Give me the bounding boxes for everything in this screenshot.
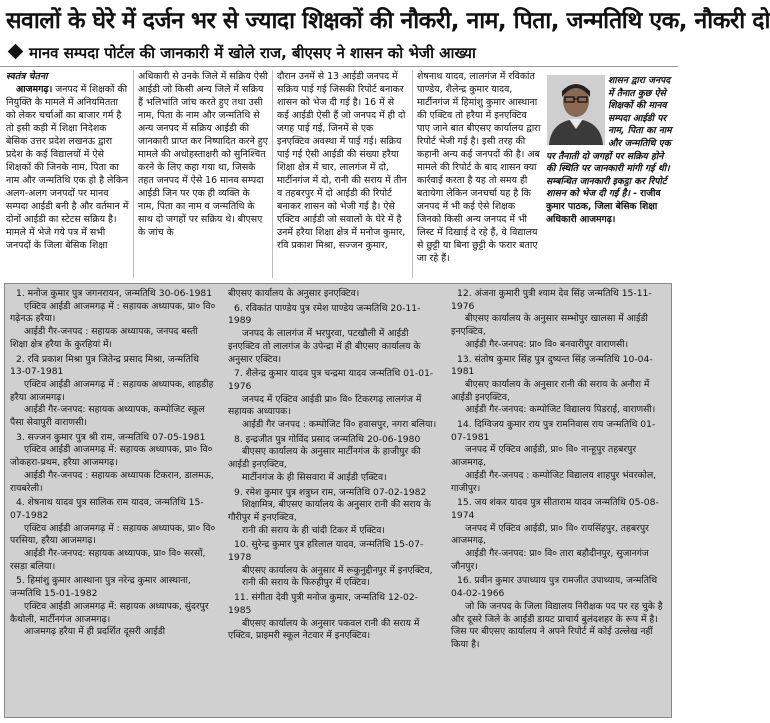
- case-entry-line: एक्टिव आईडी आजमगढ़ में: सहायक अध्यापक, प्रा० वि० जोकहरा-प्रथम, हरैया आजमगढ़।: [10, 444, 213, 469]
- case-entry: [228, 539, 438, 590]
- case-entry-title: 6. रविकांत पाण्डेय पुत्र रमेश पाण्डेय जन्मतिथि 20-11-1989: [228, 302, 421, 327]
- case-entry-line: जनपद के लालगंज में भरपुरवा, पटखौली में आईडी इनएक्टिव तो लालगंज के उपेन्द्रा में ही बीएसए कार्यालय के अनुसार एक्टिव।: [228, 328, 421, 365]
- article-text: [6, 83, 129, 252]
- headline: सवालों के घेरे में दर्जन भर से ज्यादा शिक्षकों की नौकरी, नाम, पिता, जन्मतिथि एक, नौकरी दो: [6, 8, 770, 34]
- case-entry-line: मार्टीनगंज के ही सिसवारा में आईडी एक्टिव।: [242, 471, 387, 483]
- case-entry: [451, 419, 667, 495]
- case-entry-line: जनपद में एक्टिव आईडी, प्रा० वि० रायसिंहपुर, तहबरपुर आजमगढ़,: [451, 522, 649, 547]
- article-column-1: [6, 70, 129, 278]
- case-entry-line: आईडी गैर-जनपद: प्रा० वि० तारा बहौदीनपुर, सुजानगंज जौनपुर।: [451, 548, 649, 572]
- subheadline-text: मानव सम्पदा पोर्टल की जानकारी में खोले राज, बीएसए ने शासन को भेजी आख्या: [29, 44, 476, 62]
- case-entry-line: आईडी गैर-जनपद: सहायक अध्यापक, प्रा० वि० सरसों, रसड़ा बलिया।: [10, 548, 206, 572]
- case-entry-title: 7. शैलेन्द्र कुमार यादव पुत्र चन्द्रमा यादव जन्मतिथि 01-01-1976: [228, 368, 434, 392]
- case-entry-title: 16. प्रवीन कुमार उपाध्याय पुत्र रामजीत उपाध्याय, जन्मतिथि 04-02-1966: [451, 575, 658, 600]
- case-entry: [228, 368, 438, 432]
- column-divider: [412, 70, 413, 278]
- article-column-4: [417, 70, 541, 278]
- case-entry-line: आईडी गैर-जनपद: सहायक अध्यापक, कम्पोजिट स्कूल पैसा सेवापुरी वाराणसी।: [10, 404, 205, 429]
- case-entry-line: आईडी गैर जनपद : कम्पोजिट वि० हवासपुर, नगरा बलिया।: [242, 419, 437, 431]
- case-entry-line: बीएसए कार्यालय के अनुसार में रूकुनुद्दीनपुर में इनएक्टिव,: [242, 564, 433, 576]
- article-column-3: [277, 70, 408, 278]
- article-col1-text: जनपद में शिक्षकों की नियुक्ति के मामले में अनियमितता को लेकर चर्चाओं का बाजार गर्म है तो इसी कड़ी में शिक्षा निदेशक बेसिक उत्तर प्रदेश लखनऊ द्वारा प्रदेश के कई विद्यालयों में ऐसे शिक्षकों की जिनके नाम, पिता का नाम और जन्मतिथि एक हो है लेकिन अलग-अलग जनपदों पर मानव सम्पदा आईडी बनी है और वर्तमान में दोनों आईडी का स्टेटस सक्रिय है। मामले में भेजे गये पत्र में सभी जनपदों के जिला बेसिक शिक्षा: [6, 84, 129, 251]
- article-col4-text: शेषनाथ यादव, लालगंज में रविकांत पाण्डेय, शैलेन्द्र कुमार यादव, मार्टीनगंज में हिमांशु कुमार आस्थाना की एक्टिव तो हरैया में इनएक्टिव पाए जाने बात बीएसए कार्यालय द्वारा रिपोर्ट भेजी गई है। इसी तरह की कहानी अन्य कई जनपदों की है। अब मामले की रिपोर्ट के बाद शासन क्या कार्रवाई करता है यह तो समय ही बतायेगा लेकिन जनचर्चा यह है कि जनपद में भी कई ऐसे शिक्षक जिनको किसी अन्य जनपद में भी लिस्ट में दिखाई दे रहे हैं, वे विद्यालय से छुट्टी या बिना छुट्टी के फरार बताए जा रहे हैं।: [417, 71, 541, 264]
- case-entry-title: 1. मनोज कुमार पुत्र जगनरायन, जन्मतिथि 30-06-1981: [16, 288, 213, 299]
- case-entry-title: 10. सुरेन्द्र कुमार पुत्र हरिलाल यादव, जन्मतिथि 15-07-1978: [228, 539, 424, 564]
- case-list-column-1: [10, 288, 216, 714]
- case-entry-line: जनपद में एक्टिव आईडी प्रा० वि० टिकरगढ़ लालगंज में सहायक अध्यापक।: [228, 393, 422, 418]
- case-entry-line: एक्टिव आईडी आजमगढ़ में : सहायक अध्यापक, शाहडीह हरैया आजमगढ़।: [10, 378, 214, 403]
- case-entry-line: आईडी गैर-जनपद : सहायक अध्यापक, जनपद बस्ती शिक्षा क्षेत्र हरैया के कुरहियां में।: [10, 326, 198, 350]
- case-entry-line: एक्टिव आईडी आजमगढ़ में : सहायक अध्यापक, प्रा० वि० गढ़ेनऊ हरैया।: [10, 300, 216, 325]
- case-entry: [451, 288, 667, 352]
- case-entry-title: 14. दिग्विजय कुमार राय पुत्र रामनिवास राय जन्मतिथि 01-07-1981: [451, 419, 656, 443]
- case-entry-line: जनपद में एक्टिव आईडी, प्रा० वि० नान्हूपुर तहबरपुर आजमगढ़,: [451, 444, 637, 469]
- case-entry-title: 8. इन्द्रजीत पुत्र गोविंद प्रसाद जन्मतिथि 20-06-1980: [234, 433, 421, 445]
- column-divider: [133, 70, 134, 278]
- case-entry-line: रानी की सराय के फिरुहीपुर में एक्टिव।: [242, 577, 370, 589]
- case-entry-title: 5. हिमांशु कुमार आस्थाना पुत्र नरेन्द्र कुमार आस्थाना, जन्मतिथि 15-01-1982: [10, 575, 191, 600]
- subheadline: [6, 41, 674, 65]
- case-entry: [451, 575, 667, 651]
- column-divider: [272, 70, 273, 278]
- case-entry: [10, 354, 216, 430]
- case-entry: [228, 303, 438, 367]
- case-entry-title: 11. संगीता देवी पुत्री मनोज कुमार, जन्मतिथि 12-02-1985: [228, 592, 418, 616]
- diamond-bullet-icon: [8, 44, 24, 60]
- article-col2-text: अधिकारी से उनके जिले में सक्रिय ऐसी आईडी जो किसी अन्य जिले में सक्रिय हैं भलिभांति जांच करते हुए तथा उसी नाम, पिता के नाम और जन्मतिथि से अन्य जनपद में सक्रिय आईडी की जानकारी प्राप्त कर निष्पादित करने हुए मामले की अधोहस्ताक्षरी को सुनिश्चित करने के लिए कहा गया था, जिसके तहत जनपद में ऐसे 16 मानव सम्पदा आईडी जिन पर एक ही व्यक्ति के नाम, पिता का नाम व जन्मतिथि के साथ दो जगहों पर सक्रिय थे। बीएसए के जांच के: [138, 71, 268, 238]
- byline: [6, 70, 129, 83]
- article-col3-text: दौरान उनमें से 13 आईडी जनपद में सक्रिय पाई गई जिसकी रिपोर्ट बनाकर शासन को भेज दी गई है। 16 में से कई आईडी ऐसी हैं जो जनपद में ही दो जगह पाई गई, जिनमें से एक इनएक्टिव अवस्था में पाई गई। सक्रिय पाई गई ऐसी आईडी की संख्या हरैया शिक्षा क्षेत्र में चार, लालगंज में दो, मार्टीनगंज में दो, रानी की सराय में तीन व तहबरपुर में दो आईडी की रिपोर्ट बनाकर शासन को भेजी गई है। ऐसे एक्टिव आईडी जो सवालों के घेरे में है उनमें हरैया शिक्षा क्षेत्र में मनोज कुमार, रवि प्रकाश मिश्रा, सज्जन कुमार,: [277, 71, 407, 251]
- case-entry-line: आईडी गैर-जनपद: कम्पोजिट विद्यालय पिडराई, वाराणसी।: [465, 404, 656, 416]
- case-entry-line: बीएसए कार्यालय के अनुसार सम्भोपुर खालसा में आईडी इनएक्टिव,: [451, 313, 648, 338]
- case-entry-title: 2. रवि प्रकाश मिश्रा पुत्र जितेन्द्र प्रसाद मिश्रा, जन्मतिथि 13-07-1981: [10, 353, 199, 378]
- case-entry-line: बीएसए कार्यालय के अनुसार पकवल रानी की सराय में एक्टिव, प्राइमरी स्कूल नेटवार में इनएक्टिव।: [228, 617, 420, 642]
- case-entry: [451, 497, 667, 573]
- case-entry-continuation: बीएसए कार्यालय के अनुसार इनएक्टिव।: [228, 288, 360, 299]
- case-list-column-2: [228, 288, 438, 714]
- case-entry-line: आजमगढ़ हरैया में ही प्रदर्शित दूसरी आईडी: [24, 626, 166, 638]
- case-entry-line: बीएसए कार्यालय के अनुसार रानी की सराय के अनौरा में आईडी इनएक्टिव,: [451, 378, 650, 403]
- case-entry-line: जो कि जनपद के जिला विद्यालय निरीक्षक पद पर रह चुके है और दूसरे जिले के आईडी डायट प्राचार्य बुलंदशहर के रूप में है। जिस पर बीएसए कार्यालय ने अपने रिपोर्ट में कोई उल्लेख नहीं किया है।: [451, 600, 663, 650]
- quote-author: - राजीव कुमार पाठक, जिला बेसिक शिक्षा अधिकारी आजमगढ़।: [546, 188, 661, 225]
- case-entry: [10, 432, 216, 496]
- header-divider: [0, 66, 678, 67]
- article-column-2: [138, 70, 268, 278]
- case-entry: [10, 497, 216, 573]
- case-entry-title: 3. सज्जन कुमार पुत्र श्री राम, जन्मतिथि 07-05-1981: [16, 431, 206, 443]
- case-entry: [228, 487, 438, 538]
- case-entry: [451, 354, 667, 418]
- case-entry-line: रानी की सराय के ही चांदी टिकर में एक्टिव।: [242, 524, 385, 536]
- case-entry-line: एक्टिव आईडी आजमगढ़ में: सहायक अध्यापक, सुंदरपुर कैथोली, मार्टीनगंज आजमगढ़।: [10, 600, 209, 625]
- case-entry-title: 12. अंजना कुमारी पुत्री श्याम देव सिंह जन्मतिथि 15-11-1976: [451, 288, 652, 312]
- case-entry-line: शिक्षामित्र, बीएसए कार्यालय के अनुसार रानी की सराय के गौरीपुर में इनएक्टिव,: [228, 499, 431, 523]
- case-entry-line: आईडी गैर-जनपद : कम्पोजिट विद्यालय शाहपुर भंवरकोल, गाजीपुर।: [451, 469, 657, 494]
- case-entry-line: बीएसए कार्यालय के अनुसार मार्टीनगंज के हाजीपुर की आईडी इनएक्टिव,: [228, 446, 421, 471]
- case-entry-line: एक्टिव आईडी आजमगढ़ में : सहायक अध्यापक, प्रा० वि० परसिया, हरैया आजमगढ़।: [10, 522, 216, 547]
- case-entry: [228, 434, 438, 485]
- case-entry-title: 9. रमेश कुमार पुत्र शत्रुघ्न राम, जन्मतिथि 07-02-1982: [234, 486, 427, 498]
- reporter-name: स्वतंत्र चेतना: [6, 71, 48, 82]
- case-entry-title: 13. संतोष कुमार सिंह पुत्र दुष्यन्त सिंह जन्मतिथि 10-04-1981: [451, 353, 653, 378]
- case-entry: [10, 288, 216, 352]
- dateline-city: आजमगढ़।: [16, 84, 53, 95]
- case-entry: [10, 575, 216, 639]
- quote-text: शासन द्वारा जनपद में तैनात कुछ ऐसे शिक्षकों की मानव सम्पदा आईडी पर नाम, पिता का नाम और जन्मतिथि एक पर तैनाती दो जगहों पर सक्रिय होने की स्थिति पर जानकारी मांगी गई थी। सम्बन्धित जानकारी इकट्ठा कर रिपोर्ट शासन को भेज दी गई है।: [546, 75, 672, 200]
- case-entry-title: 4. शेषनाथ यादव पुत्र सालिक राम यादव, जन्मतिथि 15-07-1982: [10, 497, 204, 521]
- case-entry-line: आईडी गैर-जनपद: प्रा० वि० बनवारीपुर वाराणसी।: [465, 338, 629, 350]
- case-list-column-3: [451, 288, 667, 714]
- sidebar-quote: [546, 75, 674, 275]
- case-entry: [228, 592, 438, 643]
- case-entry-line: आईडी गैर-जनपद : सहायक अध्यापक टिकरान, डालमऊ, रायबरेली।: [10, 469, 214, 494]
- case-entry-title: 15. जय शंकर यादव पुत्र सीताराम यादव जन्मतिथि 05-08-1974: [451, 497, 659, 521]
